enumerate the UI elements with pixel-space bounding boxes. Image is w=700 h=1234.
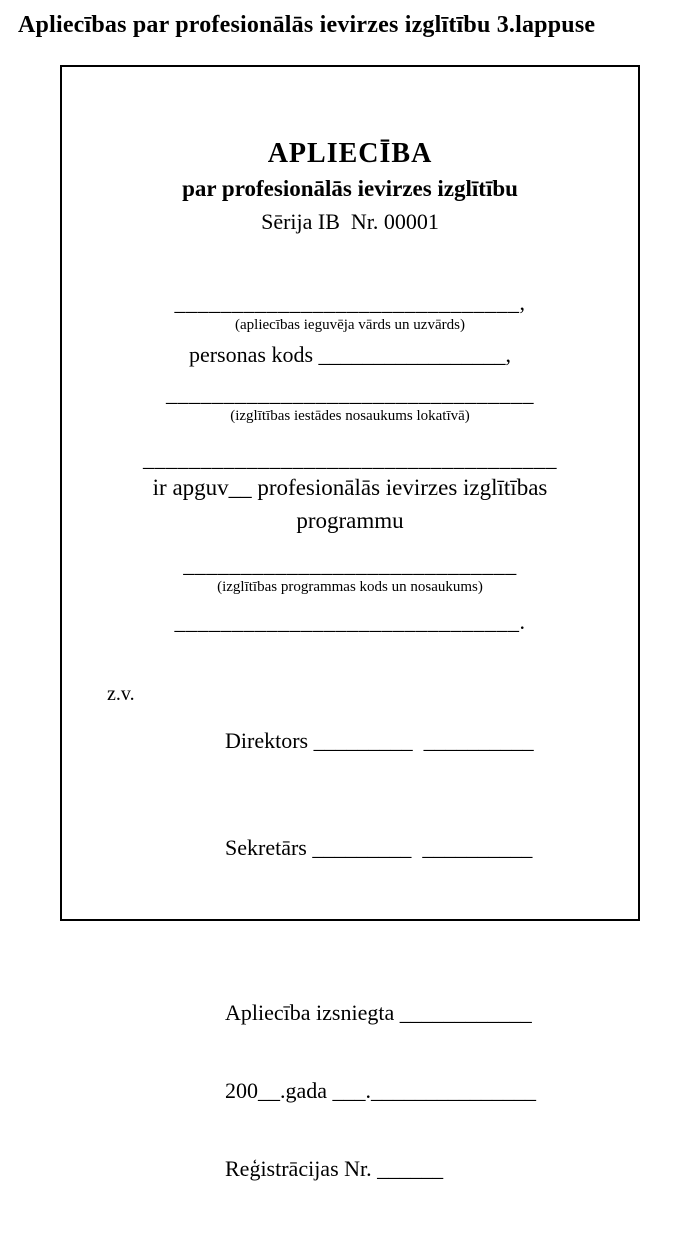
certificate-subtitle: par profesionālās ievirzes izglītību <box>182 175 518 201</box>
institution-caption: (izglītības iestādes nosaukums lokatīvā) <box>230 407 470 424</box>
statement-line-1: ir apguv__ profesionālās ievirzes izglītības <box>152 475 548 501</box>
series-number: Sērija IB Nr. 00001 <box>261 209 439 235</box>
program-caption: (izglītības programmas kods un nosaukums) <box>217 578 483 595</box>
program-blank: _____________________________ <box>183 551 517 577</box>
signature-block <box>225 677 638 911</box>
secretary-signature-line: Sekretārs _________ __________ <box>225 834 533 860</box>
closing-blank: ______________________________. <box>174 609 526 635</box>
issue-date-line: 200__.gada ___._______________ <box>225 1077 537 1103</box>
institution-blank: ________________________________ <box>166 380 534 406</box>
holder-name-blank: ______________________________, <box>174 290 526 316</box>
issued-line: Apliecība izsniegta ____________ <box>225 999 532 1025</box>
pre-statement-blank: ____________________________________ <box>143 446 557 472</box>
director-signature-line: Direktors _________ __________ <box>225 728 534 754</box>
personal-code-line: personas kods _________________, <box>188 341 512 367</box>
certificate-box <box>60 65 640 1181</box>
statement-line-2: programmu <box>296 508 404 534</box>
registration-number-line: Reģistrācijas Nr. ______ <box>225 1155 444 1181</box>
certificate-title: APLIECĪBA <box>267 138 433 169</box>
page-title: Apliecības par profesionālās ievirzes izglītību 3.lappuse <box>18 12 596 38</box>
issue-block <box>225 948 638 1234</box>
seal-placeholder-label: z.v. <box>107 683 135 705</box>
holder-name-caption: (apliecības ieguvēja vārds un uzvārds) <box>235 317 465 334</box>
